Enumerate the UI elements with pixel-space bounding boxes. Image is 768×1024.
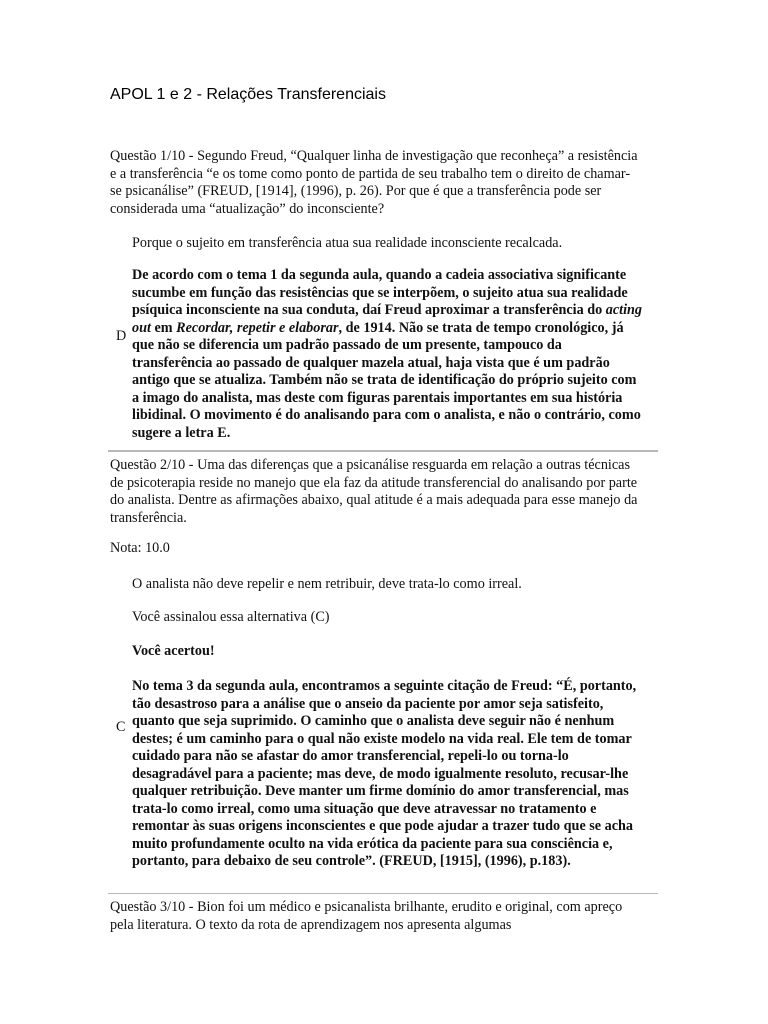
document-title: APOL 1 e 2 - Relações Transferenciais xyxy=(110,86,386,103)
question-2-text: Questão 2/10 - Uma das diferenças que a psicanálise resguarda em relação a outras técnicas de psicoterapia reside no manejo que ela faz da atitude transferencial do analisando por parte do analista. Dentre as afirmações abaixo, qual atitude é a mais adequada para esse manejo da transferência. xyxy=(110,457,638,526)
question-1-explanation xyxy=(132,267,642,442)
question-1-answer: Porque o sujeito em transferência atua sua realidade inconsciente recalcada. xyxy=(132,235,563,251)
question-2-result: Você acertou! xyxy=(132,643,215,659)
question-2-answer: O analista não deve repelir e nem retribuir, deve trata-lo como irreal. xyxy=(132,576,522,592)
q1-explanation-em2: Recordar, repetir e elaborar xyxy=(176,319,339,336)
q1-explanation-em1: acting out xyxy=(132,302,643,336)
question-2-letter: C xyxy=(116,719,126,735)
q1-explanation-part3: , de 1914. Não se trata de tempo cronológico, já que não se diferencia um padrão passado de um presente, tampouco da transferência ao passado de qualquer mazela atual, haja vista que é um padrão antigo que se atualiza. Também não se trata de identificação do próprio sujeito com a imago do analista, mas deste com figuras parentais importantes em sua história libidinal. O movimento é do analisando para com o analista, e não o contrário, como sugere a letra E. xyxy=(132,319,641,441)
question-2-grade: Nota: 10.0 xyxy=(110,540,170,556)
q1-explanation-part1: De acordo com o tema 1 da segunda aula, quando a cadeia associativa significante sucumbe em função das resistências que se interpõem, o sujeito atua sua realidade psíquica inconsciente na sua conduta, daí Freud aproximar a transferência do xyxy=(132,267,628,318)
question-1-text: Questão 1/10 - Segundo Freud, “Qualquer linha de investigação que reconheça” a resistência e a transferência “e os tome como ponto de partida de seu trabalho tem o direito de chamar-se psicanálise” (FREUD, [1914], (1996), p. 26). Por que é que a transferência pode ser considerada uma “atualização” do inconsciente? xyxy=(110,148,638,217)
q1-explanation-part2: em xyxy=(150,319,177,336)
divider-1 xyxy=(108,450,658,452)
question-3-text: Questão 3/10 - Bion foi um médico e psicanalista brilhante, erudito e original, com apreço pela literatura. O texto da rota de aprendizagem nos apresenta algumas xyxy=(110,899,623,933)
divider-2 xyxy=(108,893,658,894)
question-2-explanation: No tema 3 da segunda aula, encontramos a seguinte citação de Freud: “É, portanto, tão desastroso para a análise que o anseio da paciente por amor seja satisfeito, quanto que seja suprimido. O caminho que o analista deve seguir não é nenhum destes; é um caminho para o qual não existe modelo na vida real. Ele tem de tomar cuidado para não se afastar do amor transferencial, repeli-lo ou torna-lo desagradável para a paciente; mas deve, de modo igualmente resoluto, recusar-lhe qualquer retribuição. Deve manter um firme domínio do amor transferencial, mas trata-lo como irreal, como uma situação que deve atravessar no tratamento e remontar às suas origens inconscientes e que pode ajudar a trazer tudo que se acha muito profundamente oculto na vida erótica da paciente para sua consciência e, portanto, para debaixo de seu controle”. (FREUD, [1915], (1996), p.183). xyxy=(132,678,637,869)
question-1-letter: D xyxy=(116,328,127,344)
question-2-selected: Você assinalou essa alternativa (C) xyxy=(132,609,330,625)
